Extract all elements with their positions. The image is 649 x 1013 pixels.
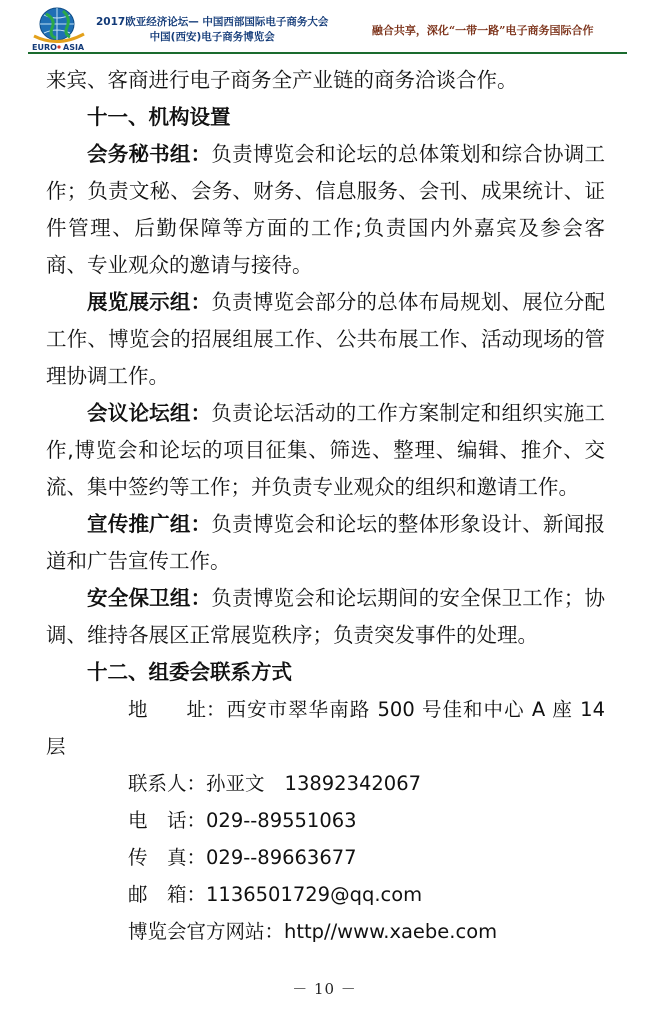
paragraph-item-2 [46,284,605,395]
contact-website-value: http//www.xaebe.com [284,920,498,943]
contact-tel-value: 029--89551063 [206,809,357,832]
item-4-text: 负责博览会和论坛的整体形象设计、新闻报道和广告宣传工作。 [46,512,605,573]
header-title-line2: 中国(西安)电子商务博览会 [149,31,275,43]
item-2-label: 展览展示组： [87,290,212,314]
item-5-text: 负责博览会和论坛期间的安全保卫工作；协调、维持各展区正常展览秩序；负责突发事件的处理。 [46,586,605,647]
euro-asia-logo-icon [30,6,92,54]
header-title-block [96,15,328,45]
item-4-label: 宣传推广组： [87,512,212,536]
contact-tel-label: 电 话： [128,809,207,832]
paragraph-item-1 [46,136,605,284]
paragraph-item-3 [46,395,605,506]
contact-fax-value: 029--89663677 [206,846,357,869]
contact-website-label: 博览会官方网站： [128,920,285,943]
paragraph-item-4 [46,506,605,580]
contact-address-label: 地 址： [128,698,226,721]
contact-fax-label: 传 真： [128,846,207,869]
contact-person-phone: 13892342067 [284,772,422,795]
contact-person-value: 孙亚文 [206,772,265,795]
header-slogan: 融合共享，深化“一带一路”电子商务国际合作 [371,24,594,37]
heading-section-12: 十二、组委会联系方式 [87,660,292,684]
contact-address [46,691,605,765]
header-title-line1: 2017欧亚经济论坛— 中国西部国际电子商务大会 [96,16,329,28]
contact-mail [46,876,605,913]
paragraph-continuation: 来宾、客商进行电子商务全产业链的商务洽谈合作。 [46,68,518,92]
contact-tel [46,802,605,839]
item-3-text: 负责论坛活动的工作方案制定和组织实施工作,博览会和论坛的项目征集、筛选、整理、编辑、推介、交流、集中签约等工作；并负责专业观众的组织和邀请工作。 [46,401,605,499]
contact-person [46,765,605,802]
item-3-label: 会议论坛组： [87,401,212,425]
item-2-text: 负责博览会部分的总体布局规划、展位分配工作、博览会的招展组展工作、公共布展工作、活动现场的管理协调工作。 [46,290,605,388]
svg-text:EURO: EURO [32,43,57,52]
page-header [0,0,649,56]
paragraph-item-5 [46,580,605,654]
heading-section-11: 十一、机构设置 [87,105,231,129]
contact-address-value: 西安市翠华南路 500 号佳和中心 A 座 14 层 [46,698,605,758]
contact-person-label: 联系人： [128,772,207,795]
header-divider [28,52,627,54]
item-5-label: 安全保卫组： [87,586,212,610]
page-number: － 10 － [292,980,357,998]
contact-website [46,913,605,950]
item-1-label: 会务秘书组： [87,142,212,166]
contact-fax [46,839,605,876]
svg-text:ASIA: ASIA [63,43,85,52]
contact-mail-label: 邮 箱： [128,883,207,906]
item-1-text: 负责博览会和论坛的总体策划和综合协调工作；负责文秘、会务、财务、信息服务、会刊、成果统计、证件管理、后勤保障等方面的工作;负责国内外嘉宾及参会客商、专业观众的邀请与接待。 [46,142,605,277]
document-body [0,56,649,950]
contact-mail-value: 1136501729@qq.com [206,883,423,906]
